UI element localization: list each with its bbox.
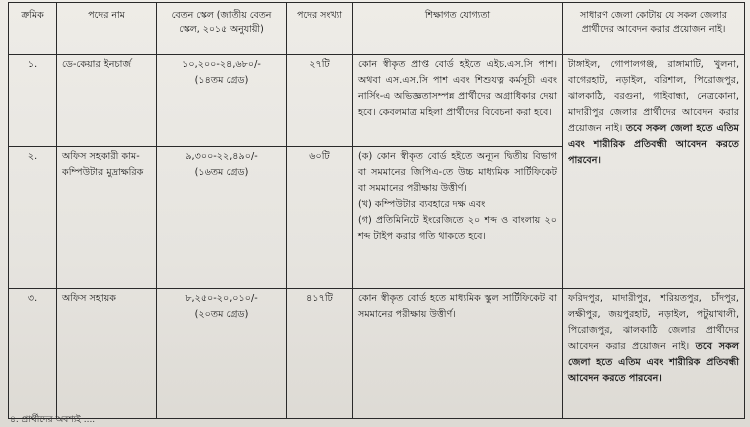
row-grade: (১৬তম গ্রেড): [194, 167, 249, 178]
row-serial: ৩.: [9, 289, 57, 419]
row-grade: (২০তম গ্রেড): [194, 309, 249, 320]
row-pay-scale: ১০,২০০-২৪,৬৮০/-: [182, 59, 261, 70]
header-qualification: শিক্ষাগত যোগ্যতা: [353, 3, 563, 55]
row-qualification-c: (গ) প্রতিমিনিটে ইংরেজিতে ২০ শব্দ ও বাংলায় ২০ শব্দ টাইপ করার গতি থাকতে হবে।: [358, 215, 557, 242]
recruitment-table: [8, 2, 745, 419]
row-serial: ১.: [9, 55, 57, 147]
row-qualification-b: (খ) কম্পিউটার ব্যবহারে দক্ষ এবং: [358, 199, 486, 210]
row-district-quota-cell: [563, 289, 745, 419]
header-post-count: পদের সংখ্যা: [287, 3, 353, 55]
row-pay-scale-cell: [157, 55, 287, 147]
header-serial: ক্রমিক: [9, 3, 57, 55]
row-pay-scale-cell: [157, 147, 287, 289]
footer-text: ৪. প্রার্থীদের অবশ্যই ....: [10, 415, 96, 425]
header-post-name: পদের নাম: [57, 3, 157, 55]
row-post-name: অফিস সহকারী কাম-কম্পিউটার মুদ্রাক্ষরিক: [57, 147, 157, 289]
row-district-quota: ফরিদপুর, মাদারীপুর, শরিয়তপুর, চাঁদপুর, লক্ষীপুর, জয়পুরহাট, নড়াইল, পটুয়াখালী, পিরোজপুর, ঝালকাঠি জেলার প্রার্থীদের আবেদন করার প্রয়োজন নাই।: [568, 293, 739, 352]
row-pay-scale: ৯,৩০০-২২,৪৯০/-: [185, 151, 258, 162]
row-post-count: ৬০টি: [287, 147, 353, 289]
table-row: [9, 55, 745, 147]
row-pay-scale-cell: [157, 289, 287, 419]
row-pay-scale: ৮,২৫০-২০,০১০/-: [185, 293, 258, 304]
row-post-name: ডে-কেয়ার ইনচার্জ: [57, 55, 157, 147]
row-qualification: (ক) কোন স্বীকৃত বোর্ড হইতে অন্যূন দ্বিতীয় বিভাগ বা সমমানের জিপিএ-তে উচ্চ মাধ্যমিক সার্টিফিকেট বা সমমানের পরীক্ষায় উত্তীর্ণ।: [358, 151, 557, 194]
table-row: [9, 289, 745, 419]
header-district-quota: সাধারণ জেলা কোটায় যে সকল জেলার প্রার্থীদের আবেদন করার প্রয়োজন নাই।: [563, 3, 745, 55]
row-post-count: ৪১৭টি: [287, 289, 353, 419]
row-post-count: ২৭টি: [287, 55, 353, 147]
row-qualification: কোন স্বীকৃত বোর্ড হতে মাধ্যমিক স্কুল সার্টিফিকেট বা সমমানের পরীক্ষায় উত্তীর্ণ।: [353, 289, 563, 419]
header-pay-scale: বেতন স্কেল (জাতীয় বেতন স্কেল, ২০১৫ অনুযায়ী): [157, 3, 287, 55]
row-grade: (১৪তম গ্রেড): [194, 75, 249, 86]
row-post-name: অফিস সহায়ক: [57, 289, 157, 419]
row-district-quota: টাঙ্গাইল, গোপালগঞ্জ, রাঙ্গামাটি, খুলনা, বাগেরহাট, নড়াইল, বরিশাল, পিরোজপুর, ঝালকাঠি, বরগুনা, গাইবান্ধা, নেত্রকোনা, মাদারীপুর জেলার প্রার্থীদের আবেদন করার প্রয়োজন নাই।: [568, 59, 739, 134]
row-serial: ২.: [9, 147, 57, 289]
table-header-row: [9, 3, 745, 55]
row-district-quota-cell: [563, 55, 745, 289]
row-district-quota-bold: তবে সকল জেলা হতে এতিম এবং শারীরিক প্রতিবন্ধী আবেদন করতে পারবেন।: [568, 341, 739, 384]
row-qualification-cell: [353, 147, 563, 289]
row-district-quota-bold: তবে সকল জেলা হতে এতিম এবং শারীরিক প্রতিবন্ধী আবেদন করতে পারবেন।: [568, 123, 739, 166]
row-qualification: কোন স্বীকৃত প্রাপ্ত বোর্ড হইতে এইচ.এস.সি পাশ। অথবা এস.এস.সি পাশ এবং শিশুযত্ন কর্মসূচী এবং নার্সিং-এ অভিজ্ঞতাসম্পন্ন প্রার্থীদের অগ্রাধিকার দেয়া হবে। কেবলমাত্র মহিলা প্রার্থীদের বিবেচনা করা হবে।: [353, 55, 563, 147]
